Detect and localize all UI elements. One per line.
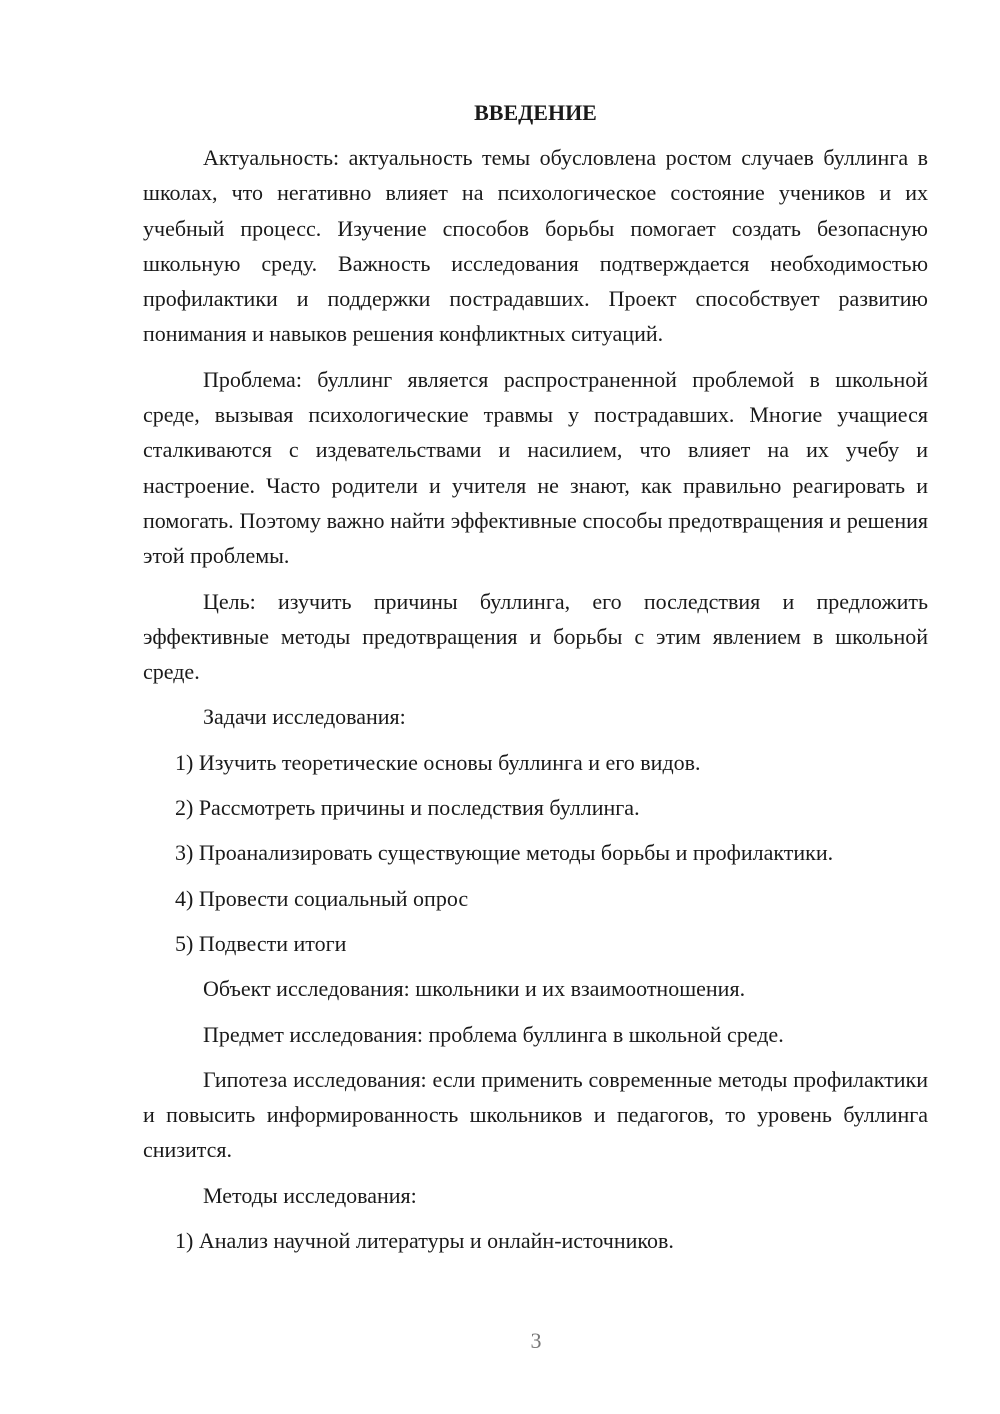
tasks-title: Задачи исследования: — [203, 704, 406, 730]
research-object: Объект исследования: школьники и их взаимоотношения. — [203, 976, 746, 1002]
task-item-1: 1) Изучить теоретические основы буллинга и его видов. — [175, 749, 701, 775]
method-item-1: 1) Анализ научной литературы и онлайн-источников. — [175, 1228, 674, 1254]
task-item-4: 4) Провести социальный опрос — [175, 885, 469, 911]
hypothesis-paragraph: Гипотеза исследования: если применить современные методы профилактики и повысить информированность школьников и педагогов, то уровень буллинга снизится. — [143, 1066, 928, 1163]
page-content — [143, 95, 928, 1268]
problem-paragraph: Проблема: буллинг является распространенной проблемой в школьной среде, вызывая психологические травмы у пострадавших. Многие учащиеся сталкиваются с издевательствами и насилием, что влияет на их учебу и настроение. Часто родители и учителя не знают, как правильно реагировать и помогать. Поэтому важно найти эффективные способы предотвращения и решения этой проблемы. — [143, 366, 928, 569]
page-number: 3 — [530, 1328, 542, 1353]
research-subject: Предмет исследования: проблема буллинга в школьной среде. — [203, 1021, 784, 1047]
goal-paragraph: Цель: изучить причины буллинга, его последствия и предложить эффективные методы предотвращения и борьбы с этим явлением в школьной среде. — [143, 588, 928, 685]
relevance-paragraph: Актуальность: актуальность темы обусловлена ростом случаев буллинга в школах, что негативно влияет на психологическое состояние учеников и их учебный процесс. Изучение способов борьбы помогает создать безопасную школьную среду. Важность исследования подтверждается необходимостью профилактики и поддержки пострадавших. Проект способствует развитию понимания и навыков решения конфликтных ситуаций. — [143, 145, 928, 347]
task-item-2: 2) Рассмотреть причины и последствия буллинга. — [175, 795, 640, 821]
task-item-5: 5) Подвести итоги — [175, 930, 347, 956]
methods-title: Методы исследования: — [203, 1182, 417, 1208]
section-heading: ВВЕДЕНИЕ — [474, 100, 597, 125]
task-item-3: 3) Проанализировать существующие методы борьбы и профилактики. — [175, 840, 834, 866]
